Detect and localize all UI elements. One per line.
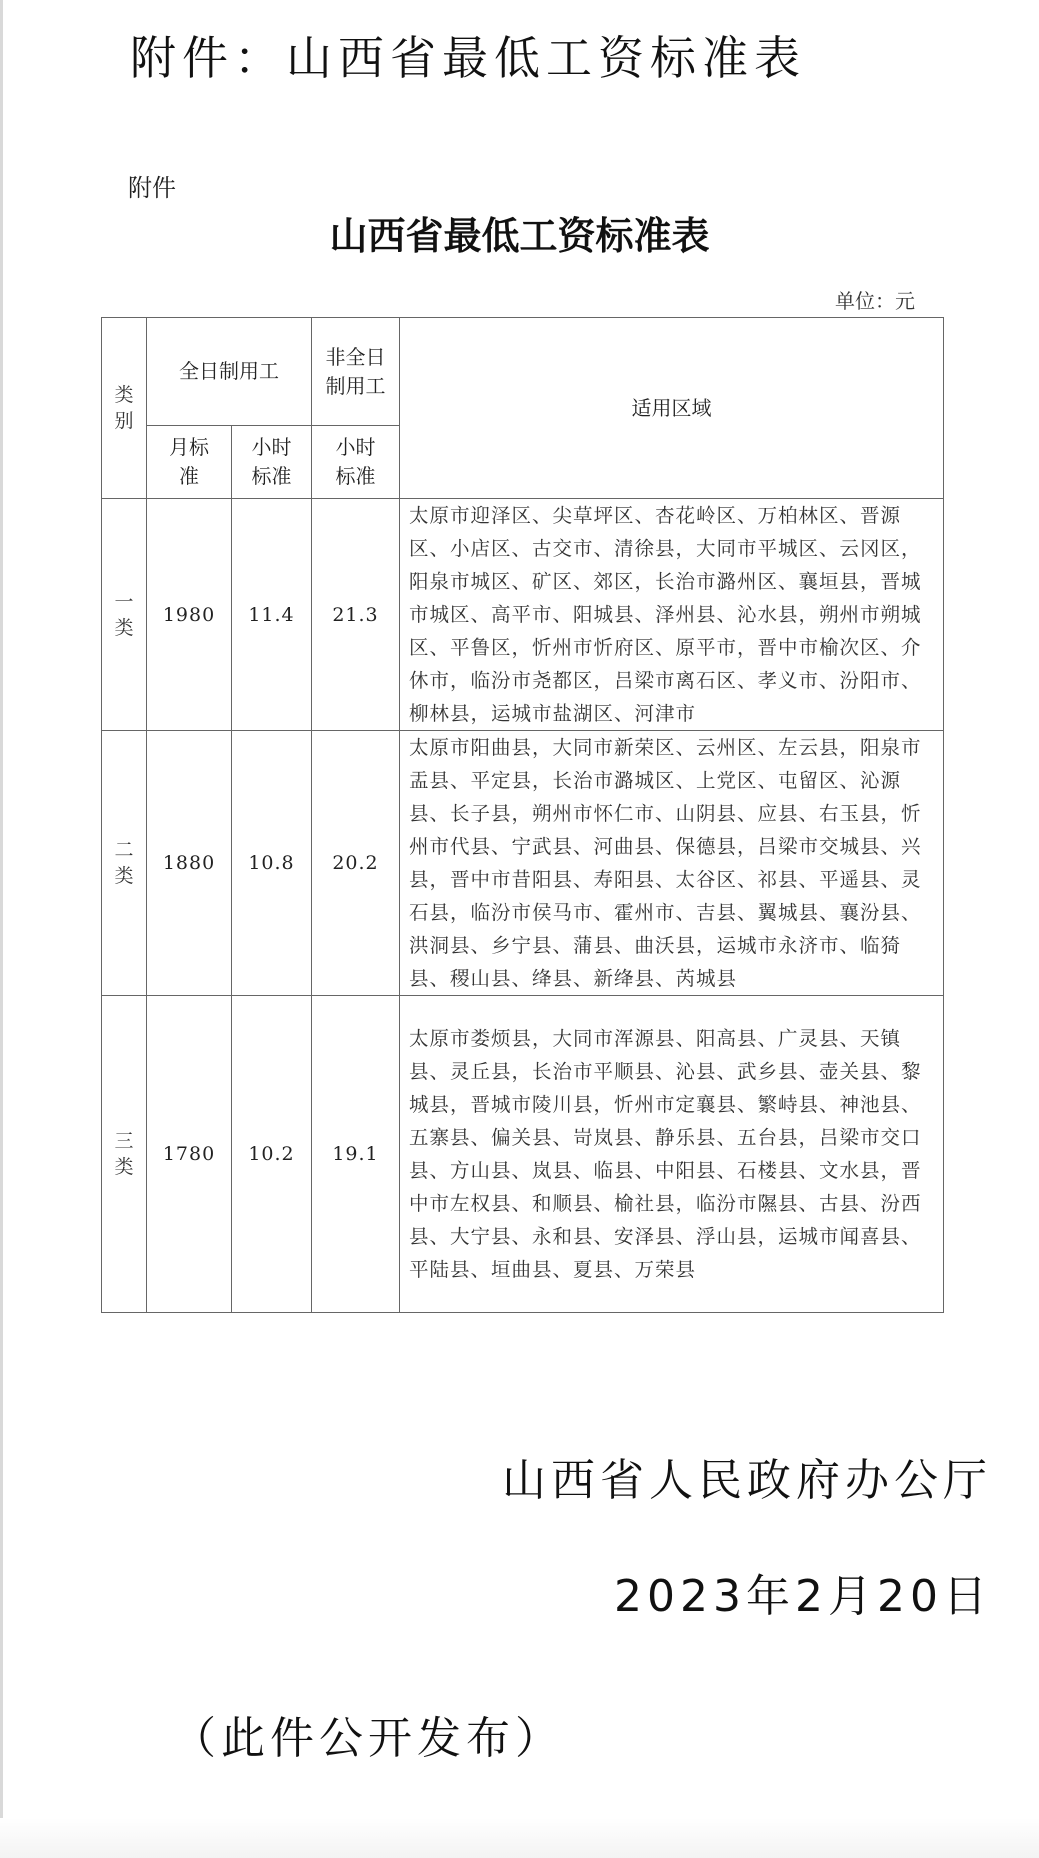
row-hourly: 10.2 xyxy=(232,996,312,1313)
post-title: 附件：山西省最低工资标准表 xyxy=(130,31,806,85)
bottom-shade xyxy=(0,1818,1039,1858)
header-hourly-text: 小时标准 xyxy=(251,435,292,488)
issuer-name: 山西省人民政府办公厅 xyxy=(502,1455,992,1506)
row-parttime-hourly: 19.1 xyxy=(312,996,400,1313)
header-monthly-text: 月标准 xyxy=(169,435,209,488)
row-regions: 太原市娄烦县，大同市浑源县、阳高县、广灵县、天镇县、灵丘县，长治市平顺县、沁县、武乡县、壶关县、黎城县，晋城市陵川县，忻州市定襄县、繁峙县、神池县、五寨县、偏关县、岢岚县、静乐县、五台县，吕梁市交口县、方山县、岚县、临县、中阳县、石楼县、文水县，晋中市左权县、和顺县、榆社县，临汾市隰县、古县、汾西县、大宁县、永和县、安泽县、浮山县，运城市闻喜县、平陆县、垣曲县、夏县、万荣县 xyxy=(400,996,944,1313)
document-attachment-label: 附件 xyxy=(128,174,176,202)
header-parttime-hourly xyxy=(312,426,400,499)
header-fulltime: 全日制用工 xyxy=(147,318,312,426)
row-category xyxy=(102,731,147,996)
header-region: 适用区域 xyxy=(400,318,944,499)
row-category-text: 三类 xyxy=(114,1130,134,1178)
row-category-text: 一类 xyxy=(114,590,134,639)
row-parttime-hourly: 20.2 xyxy=(312,731,400,996)
row-hourly: 11.4 xyxy=(232,499,312,731)
row-category xyxy=(102,996,147,1313)
row-regions: 太原市阳曲县，大同市新荣区、云州区、左云县，阳泉市盂县、平定县，长治市潞城区、上党区、屯留区、沁源县、长子县，朔州市怀仁市、山阴县、应县、右玉县，忻州市代县、宁武县、河曲县、保德县，吕梁市交城县、兴县，晋中市昔阳县、寿阳县、太谷区、祁县、平遥县、灵石县，临汾市侯马市、霍州市、吉县、翼城县、襄汾县、洪洞县、乡宁县、蒲县、曲沃县，运城市永济市、临猗县、稷山县、绛县、新绛县、芮城县 xyxy=(400,731,944,996)
publication-note: （此件公开发布） xyxy=(172,1713,564,1764)
row-regions: 太原市迎泽区、尖草坪区、杏花岭区、万柏林区、晋源区、小店区、古交市、清徐县，大同市平城区、云冈区，阳泉市城区、矿区、郊区，长治市潞州区、襄垣县，晋城市城区、高平市、阳城县、泽州县、沁水县，朔州市朔城区、平鲁区，忻州市忻府区、原平市，晋中市榆次区、介休市，临汾市尧都区，吕梁市离石区、孝义市、汾阳市、柳林县，运城市盐湖区、河津市 xyxy=(400,499,944,731)
row-parttime-hourly: 21.3 xyxy=(312,499,400,731)
table-row xyxy=(102,996,944,1313)
minimum-wage-table xyxy=(101,317,944,1313)
header-monthly xyxy=(147,426,232,499)
header-category xyxy=(102,318,147,499)
table-row xyxy=(102,731,944,996)
document-title: 山西省最低工资标准表 xyxy=(329,213,710,258)
header-parttime-hourly-text: 小时标准 xyxy=(335,435,376,488)
row-monthly: 1780 xyxy=(147,996,232,1313)
header-parttime xyxy=(312,318,400,426)
row-hourly: 10.8 xyxy=(232,731,312,996)
page-edge xyxy=(0,0,3,1858)
document-unit: 单位：元 xyxy=(835,289,915,313)
issue-date: 2023年2月20日 xyxy=(614,1571,992,1622)
header-parttime-text: 非全日制用工 xyxy=(325,344,386,398)
header-category-text: 类别 xyxy=(114,384,134,432)
row-monthly: 1980 xyxy=(147,499,232,731)
header-hourly xyxy=(232,426,312,499)
row-monthly: 1880 xyxy=(147,731,232,996)
row-category xyxy=(102,499,147,731)
table-row xyxy=(102,499,944,731)
row-category-text: 二类 xyxy=(114,839,134,887)
